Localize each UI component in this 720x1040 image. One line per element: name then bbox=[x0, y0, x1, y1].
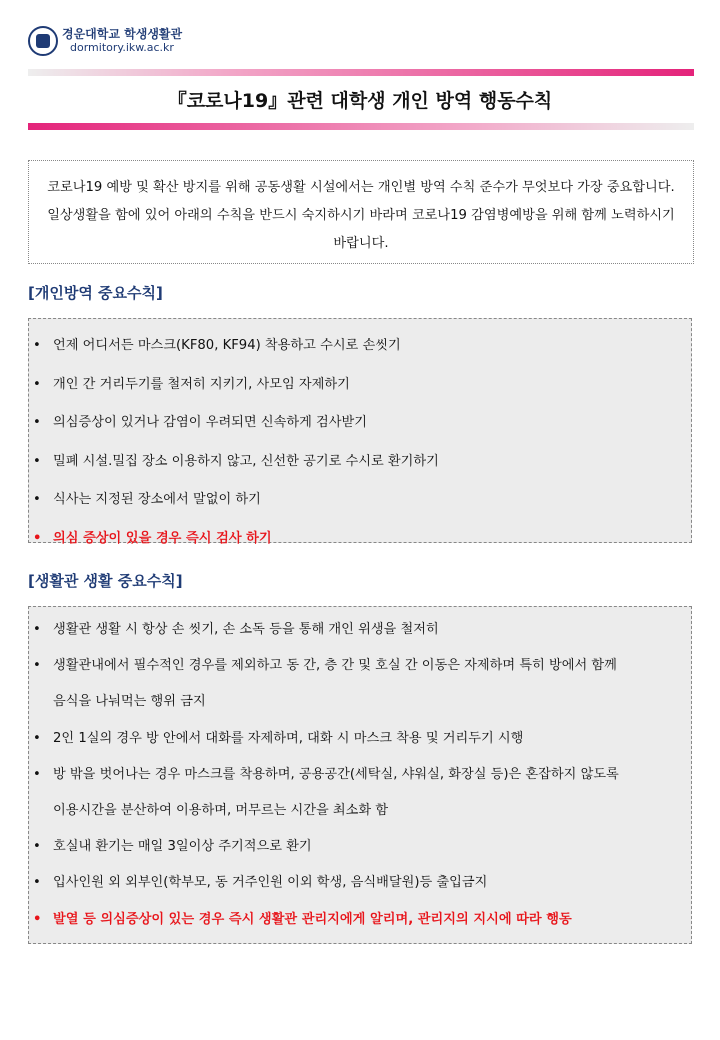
personal-rules-box bbox=[28, 318, 692, 546]
list-item bbox=[29, 366, 691, 405]
list-item bbox=[29, 404, 691, 443]
rule-text: 2인 1실의 경우 방 안에서 대화를 자제하며, 대화 시 마스크 착용 및 거리두기 시행 bbox=[53, 730, 524, 746]
intro-box bbox=[28, 160, 694, 264]
list-item-continuation bbox=[29, 793, 691, 829]
list-item-warning bbox=[29, 520, 691, 559]
rule-text: 발열 등 의심증상이 있는 경우 즉시 생활관 관리지에게 알리며, 관리지의 지시에 따라 행동 bbox=[53, 911, 572, 927]
personal-rules-list bbox=[29, 327, 691, 558]
bullet: • bbox=[33, 492, 41, 507]
dormitory-logo bbox=[28, 26, 182, 56]
list-item bbox=[29, 612, 691, 648]
bullet: • bbox=[33, 530, 42, 546]
bullet: • bbox=[33, 839, 41, 855]
bottom-gradient-bar bbox=[28, 123, 694, 130]
rule-text: 호실내 환기는 매일 3일이상 주기적으로 환기 bbox=[53, 839, 312, 855]
list-item bbox=[29, 865, 691, 901]
page-title: 『코로나19』관련 대학생 개인 방역 행동수칙 bbox=[167, 90, 553, 112]
rule-text: 입사인원 외 외부인(학부모, 동 거주인원 이외 학생, 음식배달원)등 출입금지 bbox=[53, 875, 488, 891]
section-heading-dormitory: [생활관 생활 중요수칙] bbox=[28, 572, 183, 590]
bullet: • bbox=[33, 875, 41, 891]
bullet: • bbox=[33, 766, 41, 782]
list-item bbox=[29, 481, 691, 520]
site-url: dormitory.ikw.ac.kr bbox=[70, 41, 174, 54]
rule-text: 생활관내에서 필수적인 경우를 제외하고 동 간, 층 간 및 호실 간 이동은 자제하며 특히 방에서 함께 bbox=[53, 658, 617, 674]
rule-text: 음식을 나눠먹는 행위 금지 bbox=[53, 694, 206, 710]
list-item-warning bbox=[29, 902, 691, 938]
rule-text: 언제 어디서든 마스크(KF80, KF94) 착용하고 수시로 손씻기 bbox=[53, 338, 401, 353]
bullet: • bbox=[33, 415, 41, 430]
section-heading-personal: [개인방역 중요수칙] bbox=[28, 284, 163, 302]
university-seal-icon bbox=[28, 26, 58, 56]
list-item bbox=[29, 721, 691, 757]
rule-text: 의심증상이 있거나 감염이 우려되면 신속하게 검사받기 bbox=[53, 415, 367, 430]
intro-text: 코로나19 예방 및 확산 방지를 위해 공동생활 시설에서는 개인별 방역 수칙 준수가 무엇보다 가장 중요합니다. 일상생활을 함에 있어 아래의 수칙을 반드시 숙지하시기 바라며 코로나19 감염병예방을 위해 함께 노력하시기 바랍니다. bbox=[47, 180, 675, 251]
bullet: • bbox=[33, 911, 42, 927]
rule-text: 의심 증상이 있을 경우 즉시 검사 하기 bbox=[53, 530, 272, 546]
list-item bbox=[29, 829, 691, 865]
rule-text: 이용시간을 분산하여 이용하며, 머무르는 시간을 최소화 함 bbox=[53, 803, 389, 819]
list-item bbox=[29, 757, 691, 793]
bullet: • bbox=[33, 338, 41, 353]
rule-text: 식사는 지정된 장소에서 말없이 하기 bbox=[53, 492, 261, 507]
org-name: 경운대학교 학생생활관 bbox=[62, 27, 183, 41]
bullet: • bbox=[33, 453, 41, 469]
top-gradient-bar bbox=[28, 69, 694, 76]
dormitory-rules-box bbox=[28, 606, 692, 944]
list-item-continuation bbox=[29, 684, 691, 720]
list-item bbox=[29, 648, 691, 684]
bullet: • bbox=[33, 622, 41, 637]
bullet: • bbox=[33, 730, 41, 746]
rule-text: 방 밖을 벗어나는 경우 마스크를 착용하며, 공용공간(세탁실, 샤워실, 화장실 등)은 혼잡하지 않도록 bbox=[53, 766, 619, 782]
bullet: • bbox=[33, 376, 41, 392]
list-item bbox=[29, 443, 691, 482]
dormitory-rules-list bbox=[29, 612, 691, 938]
rule-text: 생활관 생활 시 항상 손 씻기, 손 소독 등을 통해 개인 위생을 철저히 bbox=[53, 622, 439, 637]
rule-text: 밀폐 시설.밀집 장소 이용하지 않고, 신선한 공기로 수시로 환기하기 bbox=[53, 453, 439, 469]
rule-text: 개인 간 거리두기를 철저히 지키기, 사모임 자제하기 bbox=[53, 376, 350, 392]
list-item bbox=[29, 327, 691, 366]
bullet: • bbox=[33, 658, 41, 674]
